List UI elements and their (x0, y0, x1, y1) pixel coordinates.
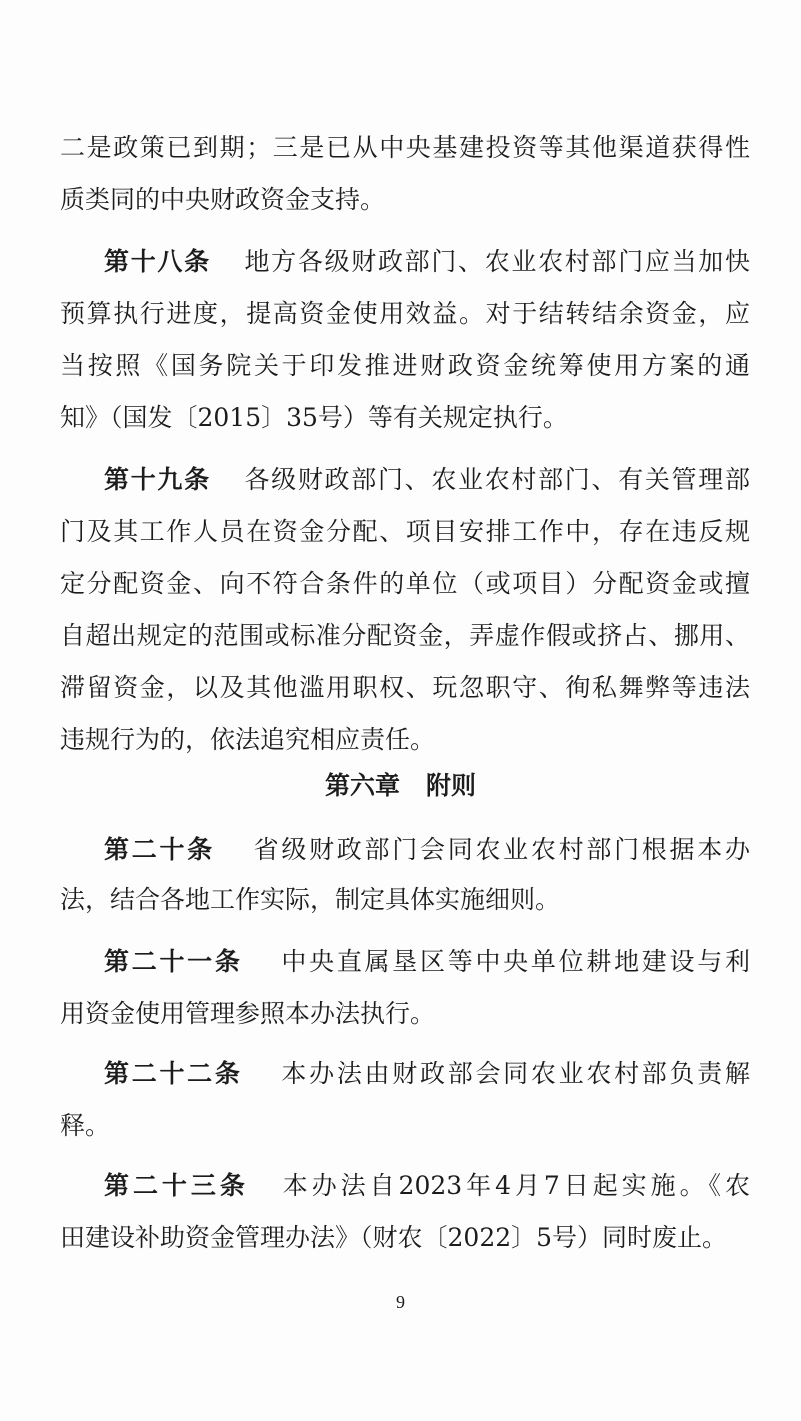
paragraph-line: 知》（国发〔2015〕35号）等有关规定执行。 (60, 403, 568, 432)
paragraph-line: 滞留资金，以及其他滥用职权、玩忽职守、徇私舞弊等违法 (60, 673, 750, 702)
article-23-first-line (104, 1166, 750, 1206)
paragraph-line: 用资金使用管理参照本办法执行。 (60, 999, 436, 1028)
paragraph-line: 法，结合各地工作实际，制定具体实施细则。 (60, 885, 561, 914)
article-22-text: 本办法由财政部会同农业农村部负责解 (278, 1059, 750, 1088)
article-19-text: 各级财政部门、农业农村部门、有关管理部 (242, 465, 750, 494)
article-23-text: 本办法自2023年4月7日起实施。《农 (278, 1171, 750, 1200)
paragraph-line: 门及其工作人员在资金分配、项目安排工作中，存在违反规 (60, 517, 750, 546)
paragraph-line: 释。 (60, 1111, 111, 1140)
article-19-heading: 第十九条 (104, 465, 211, 494)
article-21-text: 中央直属垦区等中央单位耕地建设与利 (278, 947, 750, 976)
page-number: 9 (396, 1292, 405, 1312)
article-18-text: 地方各级财政部门、农业农村部门应当加快 (242, 247, 750, 276)
article-21-first-line (104, 942, 750, 982)
paragraph-line: 当按照《国务院关于印发推进财政资金统筹使用方案的通 (60, 351, 750, 380)
paragraph-line: 预算执行进度，提高资金使用效益。对于结转结余资金，应 (60, 299, 750, 328)
chapter-title: 附则 (426, 771, 477, 800)
paragraph-line: 二是政策已到期；三是已从中央基建投资等其他渠道获得性 (60, 133, 750, 162)
chapter-number: 第六章 (324, 771, 400, 800)
article-22-first-line (104, 1054, 750, 1094)
article-18-first-line (104, 242, 750, 282)
paragraph-line: 质类同的中央财政资金支持。 (60, 185, 386, 214)
article-19-first-line (104, 460, 750, 500)
chapter-heading (0, 766, 801, 806)
article-20-heading: 第二十条 (104, 835, 215, 864)
article-18-heading: 第十八条 (104, 247, 211, 276)
article-22-heading: 第二十二条 (104, 1059, 243, 1088)
article-21-heading: 第二十一条 (104, 947, 243, 976)
paragraph-line: 田建设补助资金管理办法》（财农〔2022〕5号）同时废止。 (60, 1223, 728, 1252)
article-23-heading: 第二十三条 (104, 1171, 249, 1200)
article-20-first-line (104, 830, 750, 870)
paragraph-line: 定分配资金、向不符合条件的单位（或项目）分配资金或擅 (60, 569, 750, 598)
paragraph-line: 违规行为的，依法追究相应责任。 (60, 725, 436, 754)
article-20-text: 省级财政部门会同农业农村部门根据本办 (250, 835, 750, 864)
paragraph-line: 自超出规定的范围或标准分配资金，弄虚作假或挤占、挪用、 (60, 621, 750, 650)
